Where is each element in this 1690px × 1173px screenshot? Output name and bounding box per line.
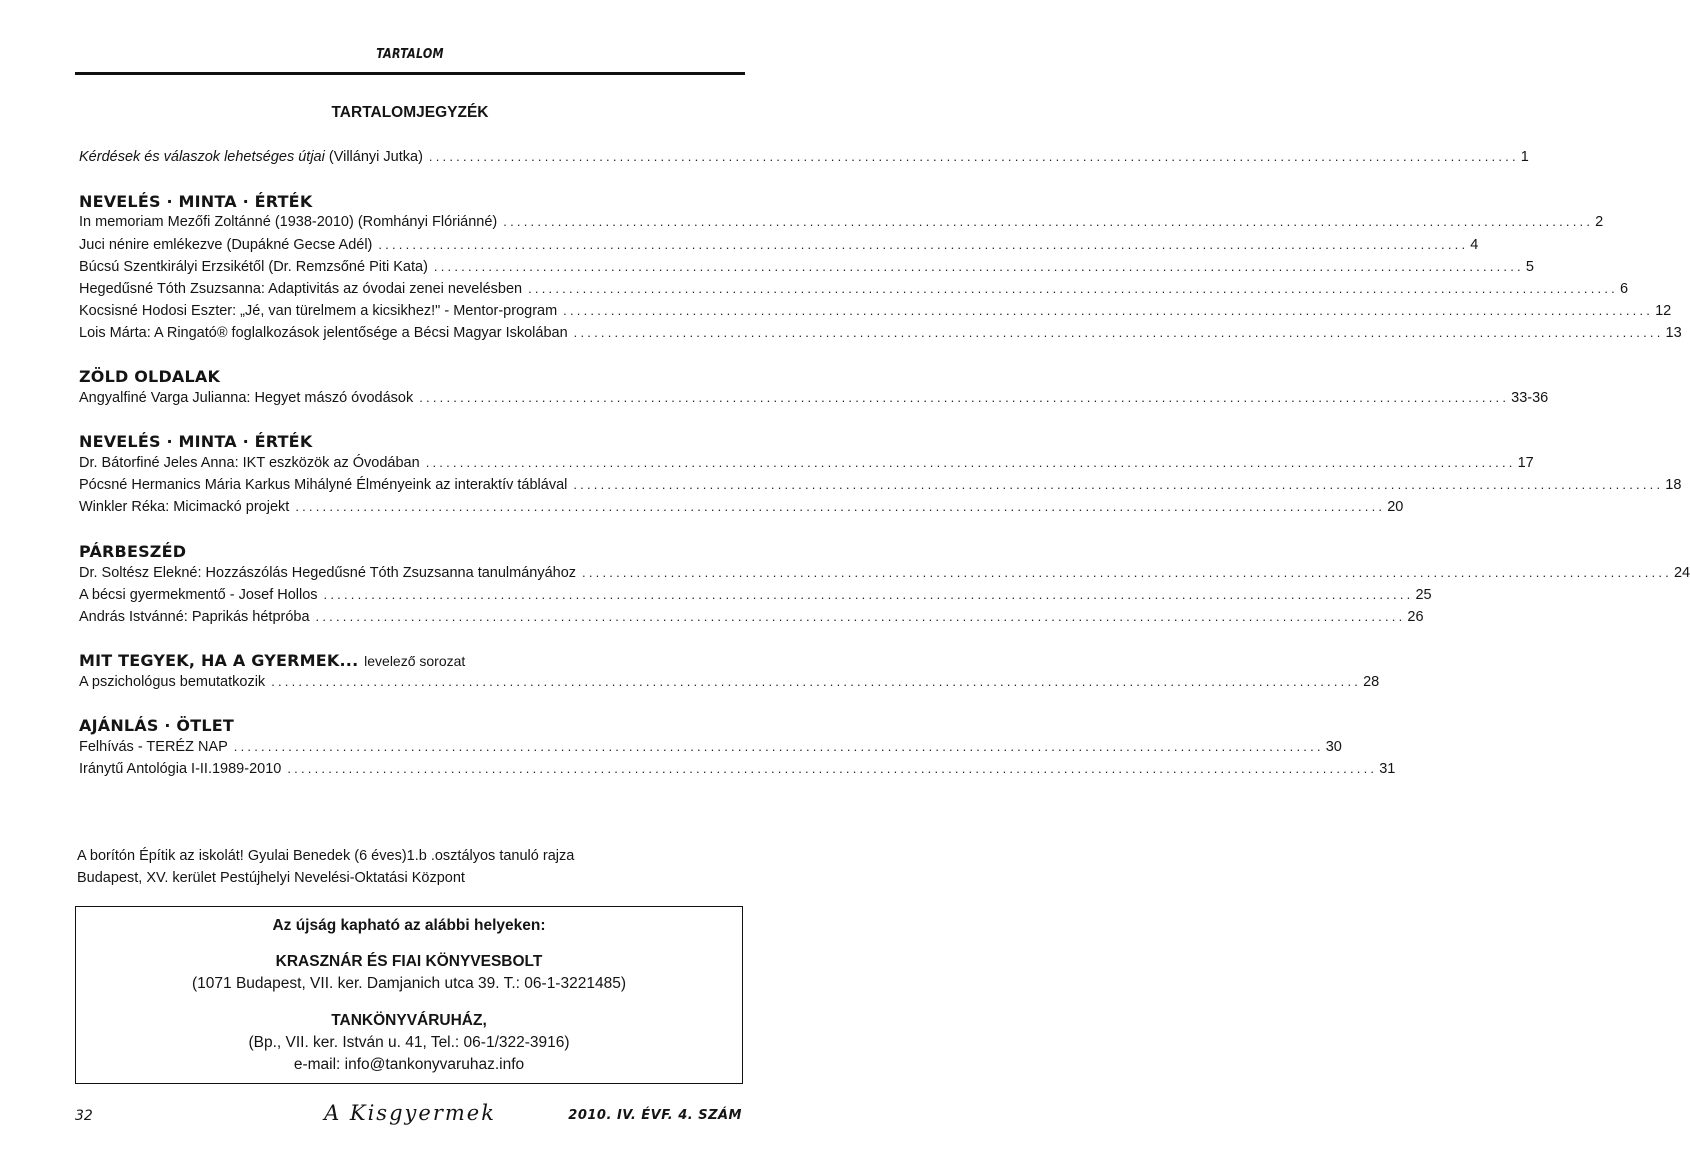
dot-leader: ................................................................................................................................................................ bbox=[503, 214, 1594, 229]
header-title: TARTALOM bbox=[376, 47, 444, 62]
toc-entry[interactable]: Kocsisné Hodosi Eszter: „Jé, van türelmem a kicsikhez!" - Mentor-program ................................................................................................................................................................ 12 bbox=[79, 303, 1672, 319]
store1-name: KRASZNÁR ÉS FIAI KÖNYVESBOLT bbox=[275, 953, 543, 970]
toc-entry[interactable]: Winkler Réka: Micimackó projekt ................................................................................................................................................................ 20 bbox=[79, 499, 1404, 515]
availability-box bbox=[75, 906, 743, 1084]
dot-leader: ................................................................................................................................................................ bbox=[563, 303, 1654, 318]
dot-leader: ................................................................................................................................................................ bbox=[233, 739, 1324, 754]
dot-leader: ................................................................................................................................................................ bbox=[528, 281, 1618, 296]
toc-entry-intro[interactable] bbox=[79, 147, 1529, 167]
dot-leader: ................................................................................................................................................................ bbox=[323, 587, 1414, 602]
toc-entry-page: 1 bbox=[1520, 149, 1529, 165]
toc-entry[interactable]: András Istvánné: Paprikás hétpróba ................................................................................................................................................................ 26 bbox=[79, 609, 1424, 625]
toc-entry[interactable]: In memoriam Mezőfi Zoltánné (1938-2010) (Romhányi Flóriánné) ................................................................................................................................................................ 2 bbox=[79, 214, 1604, 230]
toc-entry[interactable]: Iránytű Antológia I-II.1989-2010 ................................................................................................................................................................ 31 bbox=[79, 761, 1396, 777]
toc-title: TARTALOMJEGYZÉK bbox=[331, 104, 489, 121]
magazine-title: A Kisgyermek bbox=[324, 1101, 496, 1125]
store2-name: TANKÖNYVÁRUHÁZ, bbox=[331, 1012, 487, 1029]
toc-entry[interactable]: Lois Márta: A Ringató® foglalkozások jelentősége a Bécsi Magyar Iskolában ................................................................................................................................................................ 13 bbox=[79, 325, 1682, 341]
page-number: 32 bbox=[75, 1108, 93, 1124]
section-title: ZÖLD OLDALAK bbox=[79, 367, 221, 386]
cover-location: Budapest, XV. kerület Pestújhelyi Nevelési-Oktatási Központ bbox=[77, 870, 465, 886]
store1-address: (1071 Budapest, VII. ker. Damjanich utca 39. T.: 06-1-3221485) bbox=[192, 975, 626, 992]
toc-entry[interactable]: Felhívás - TERÉZ NAP ................................................................................................................................................................ 30 bbox=[79, 739, 1342, 755]
dot-leader: ................................................................................................................................................................ bbox=[433, 259, 1524, 274]
dot-leader: ................................................................................................................................................................ bbox=[287, 761, 1378, 776]
cover-caption: A borítón Építik az iskolát! Gyulai Benedek (6 éves)1.b .osztályos tanuló rajza bbox=[77, 848, 575, 864]
store2-address: (Bp., VII. ker. István u. 41, Tel.: 06-1/322-3916) bbox=[248, 1034, 570, 1051]
section-title: AJÁNLÁS · ÖTLET bbox=[79, 716, 234, 735]
toc-entry[interactable]: Hegedűsné Tóth Zsuzsanna: Adaptivitás az óvodai zenei nevelésben ................................................................................................................................................................ 6 bbox=[79, 281, 1629, 297]
dot-leader: ................................................................................................................................................................ bbox=[419, 390, 1510, 405]
toc-entry-text: Kérdések és válaszok lehetséges útjai (Villányi Jutka) bbox=[79, 149, 423, 165]
section-suffix: levelező sorozat bbox=[364, 653, 466, 669]
toc-entry[interactable]: A bécsi gyermekmentő - Josef Hollos ................................................................................................................................................................ 25 bbox=[79, 587, 1432, 603]
dot-leader: ................................................................................................................................................................ bbox=[428, 149, 1519, 164]
toc-entry[interactable]: Pócsné Hermanics Mária Karkus Mihályné Élményeink az interaktív táblával ................................................................................................................................................................ 18 bbox=[79, 477, 1682, 493]
store2-email[interactable]: e-mail: info@tankonyvaruhaz.info bbox=[293, 1056, 525, 1073]
section-title: NEVELÉS · MINTA · ÉRTÉK bbox=[79, 432, 313, 451]
dot-leader: ................................................................................................................................................................ bbox=[271, 674, 1362, 689]
toc-entry[interactable]: Angyalfiné Varga Julianna: Hegyet mászó óvodások ................................................................................................................................................................ 33-36 bbox=[79, 390, 1549, 406]
dot-leader: ................................................................................................................................................................ bbox=[582, 565, 1672, 580]
dot-leader: ................................................................................................................................................................ bbox=[573, 477, 1664, 492]
dot-leader: ................................................................................................................................................................ bbox=[295, 499, 1386, 514]
issue-label: 2010. IV. ÉVF. 4. SZÁM bbox=[568, 1108, 742, 1123]
toc-entry[interactable]: Dr. Soltész Elekné: Hozzászólás Hegedűsné Tóth Zsuzsanna tanulmányához ................................................................................................................................................................ 24 bbox=[79, 565, 1690, 581]
toc-entry[interactable]: Dr. Bátorfiné Jeles Anna: IKT eszközök az Óvodában ................................................................................................................................................................ 17 bbox=[79, 455, 1534, 471]
section-title: PÁRBESZÉD bbox=[79, 542, 187, 561]
section-title: MIT TEGYEK, HA A GYERMEK... levelező sorozat bbox=[79, 651, 466, 670]
toc-entry[interactable]: A pszichológus bemutatkozik ................................................................................................................................................................ 28 bbox=[79, 674, 1380, 690]
dot-leader: ................................................................................................................................................................ bbox=[425, 455, 1516, 470]
toc-entry[interactable]: Búcsú Szentkirályi Erzsikétől (Dr. Remzsőné Piti Kata) ................................................................................................................................................................ 5 bbox=[79, 259, 1534, 275]
availability-title: Az újság kapható az alábbi helyeken: bbox=[272, 917, 546, 934]
section-title: NEVELÉS · MINTA · ÉRTÉK bbox=[79, 192, 313, 211]
dot-leader: ................................................................................................................................................................ bbox=[573, 325, 1664, 340]
toc-entry[interactable]: Juci nénire emlékezve (Dupákné Gecse Adél) ................................................................................................................................................................ 4 bbox=[79, 237, 1479, 253]
header-rule bbox=[75, 72, 745, 75]
dot-leader: ................................................................................................................................................................ bbox=[378, 237, 1469, 252]
dot-leader: ................................................................................................................................................................ bbox=[315, 609, 1406, 624]
